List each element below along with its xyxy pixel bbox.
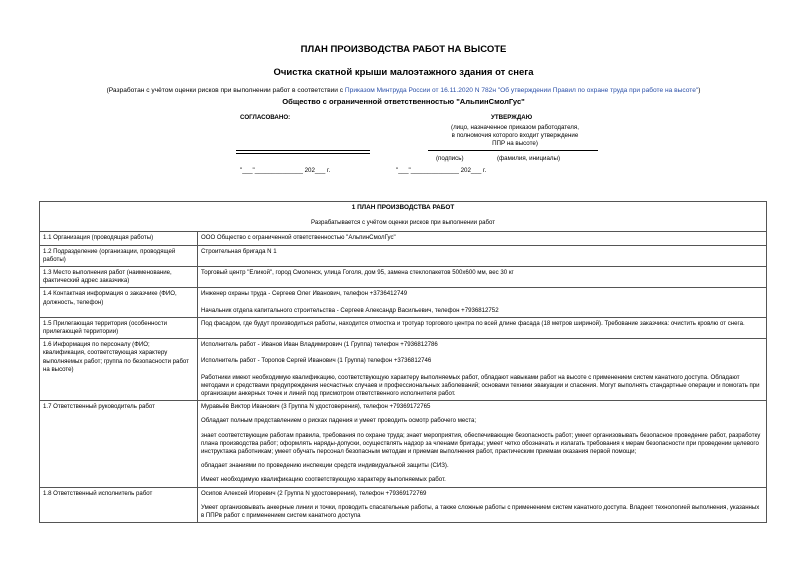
legal-basis: [0, 87, 807, 94]
row-paragraph: Работники имеют необходимую квалификацию, соответствующую характеру выполняемых работ, обладают навыками работ на высоте с применением систем канатного доступа. Обладают методами и средствами предупреждения несчастных случаев и профессиональных заболеваний; основами техники эвакуации и спасения. Могут выполнять стандартные операции и помогать при организации анкерных точек и линий под присмотром ответственного исполнителя работ.: [201, 373, 760, 398]
row-paragraph: Обладает полным представлением о рисках падения и умеет проводить осмотр рабочего места;: [201, 417, 477, 425]
organization-name: Общество с ограниченной ответственностью "АльпинСмолГус": [282, 97, 525, 106]
agreed-label: СОГЛАСОВАНО:: [240, 114, 291, 121]
row-label: 1.3 Место выполнения работ (наименование, фактический адрес заказчика): [40, 267, 198, 288]
row-value: ООО Общество с ограниченной ответственностью "АльпинСмолГус": [198, 232, 767, 245]
table-row: [40, 232, 767, 245]
row-paragraph: Начальник отдела капитального строительства - Сергеев Александр Васильевич, телефон +7936812752: [201, 306, 499, 314]
approver-note: [420, 124, 610, 148]
approver-note-line3: ППР на высоте): [492, 140, 538, 147]
work-plan-table: [39, 201, 767, 523]
agreed-date: "___"______________ 202___ г.: [240, 167, 331, 174]
row-value: [198, 288, 767, 317]
row-paragraph: обладает знаниями по проведению инспекции средств индивидуальной защиты (СИЗ).: [201, 462, 449, 470]
row-paragraph: Исполнитель работ - Иванов Иван Владимирович (1 Группа) телефон +7936812786: [201, 341, 438, 349]
approve-date: "___"______________ 202___ г.: [396, 167, 487, 174]
agreed-signature-line-2: [236, 153, 370, 154]
table-row: [40, 267, 767, 288]
row-value: [198, 339, 767, 401]
row-paragraph: знает соответствующие работам правила, требования по охране труда; знает мероприятия, обеспечивающие безопасность работ; умеет организовывать безопасное проведение работ, разработку плана производства работ; оформлять наряды-допуски, осуществлять надзор за членами бригады; умеет четко обозначать и излагать требования к мерам безопасности при проведении целевого инструктажа работникам; умеет обучать персонал безопасным методам и приемам выполнения работ, практическим приемам оказания первой помощи;: [201, 431, 761, 456]
order-link[interactable]: Приказом Минтруда России от 16.11.2020 N 782н: [344, 87, 496, 94]
table-heading-row: [40, 202, 767, 232]
table-heading: 1 ПЛАН ПРОИЗВОДСТВА РАБОТ: [351, 204, 455, 211]
approver-note-line2: в полномочия которого входит утверждение: [451, 132, 579, 139]
document-title: ПЛАН ПРОИЗВОДСТВА РАБОТ НА ВЫСОТЕ: [300, 44, 507, 55]
row-label: 1.1 Организация (проводящая работы): [40, 232, 198, 245]
agreed-signature-line: [236, 150, 370, 151]
signature-caption: (подпись): [436, 155, 464, 162]
row-label: 1.2 Подразделение (организации, проводящей работы): [40, 245, 198, 266]
row-paragraph: Имеет необходимую квалификацию соответствующую характеру выполняемых работ.: [201, 476, 446, 484]
row-value: Торговый центр "Еликой", город Смоленск, улица Гоголя, дом 95, замена стеклопакетов 500х600 мм, вес 30 кг: [198, 267, 767, 288]
row-paragraph: Осипов Алексей Игоревич (2 Группа N удостоверения), телефон +79369172769: [201, 489, 427, 497]
basis-suffix: ): [698, 87, 701, 94]
row-label: 1.7 Ответственный руководитель работ: [40, 401, 198, 487]
row-label: 1.5 Прилегающая территория (особенности прилегающей территории): [40, 317, 198, 338]
table-subheading: Разрабатывается с учётом оценки рисков при выполнении работ: [310, 219, 496, 227]
table-row: [40, 288, 767, 317]
row-value: Под фасадом, где будут производиться работы, находится отмостка и тротуар торгового центра по всей длине фасада (18 метров шириной). Требование заказчика: очистить кровлю от снега.: [198, 317, 767, 338]
row-paragraph: Инженер охраны труда - Сергеев Олег Иванович, телефон +3736412749: [201, 290, 408, 298]
approve-signature-line: [428, 150, 598, 151]
table-row: [40, 245, 767, 266]
row-paragraph: Умеет организовывать анкерные линии и точки, проводить спасательные работы, а также сложные работы с применением систем канатного доступа. Владеет технологией выполнения, указанных в ППРв работ с применением систем канатного доступа: [201, 503, 760, 520]
approve-label: УТВЕРЖДАЮ: [491, 114, 533, 121]
table-row: [40, 339, 767, 401]
table-row: [40, 487, 767, 523]
table-row: [40, 317, 767, 338]
row-label: 1.4 Контактная информация о заказчике (ФИО, должность, телефон): [40, 288, 198, 317]
basis-prefix: (Разработан с учётом оценки рисков при выполнении работ в соответствии с: [106, 87, 345, 94]
name-caption: (фамилия, инициалы): [497, 155, 561, 162]
row-paragraph: Исполнитель работ - Торопов Сергей Иванович (1 Группа) телефон +3736812746: [201, 357, 432, 365]
rules-link[interactable]: "Об утверждении Правил по охране труда при работе на высоте": [496, 87, 699, 94]
approver-note-line1: (лицо, назначенное приказом работодателя,: [451, 124, 579, 131]
row-value: [198, 487, 767, 523]
row-value: Строительная бригада N 1: [198, 245, 767, 266]
row-label: 1.6 Информация по персоналу (ФИО; квалификация, соответствующая характеру выполняемых работ; группа по безопасности работ на высоте): [40, 339, 198, 401]
row-paragraph: Муравьёв Виктор Иванович (3 Группа N удостоверения), телефон +79369172765: [201, 403, 431, 411]
document-subtitle: Очистка скатной крыши малоэтажного здания от снега: [273, 67, 534, 78]
table-row: [40, 401, 767, 487]
table-heading-cell: [40, 202, 767, 232]
row-label: 1.8 Ответственный исполнитель работ: [40, 487, 198, 523]
row-value: [198, 401, 767, 487]
